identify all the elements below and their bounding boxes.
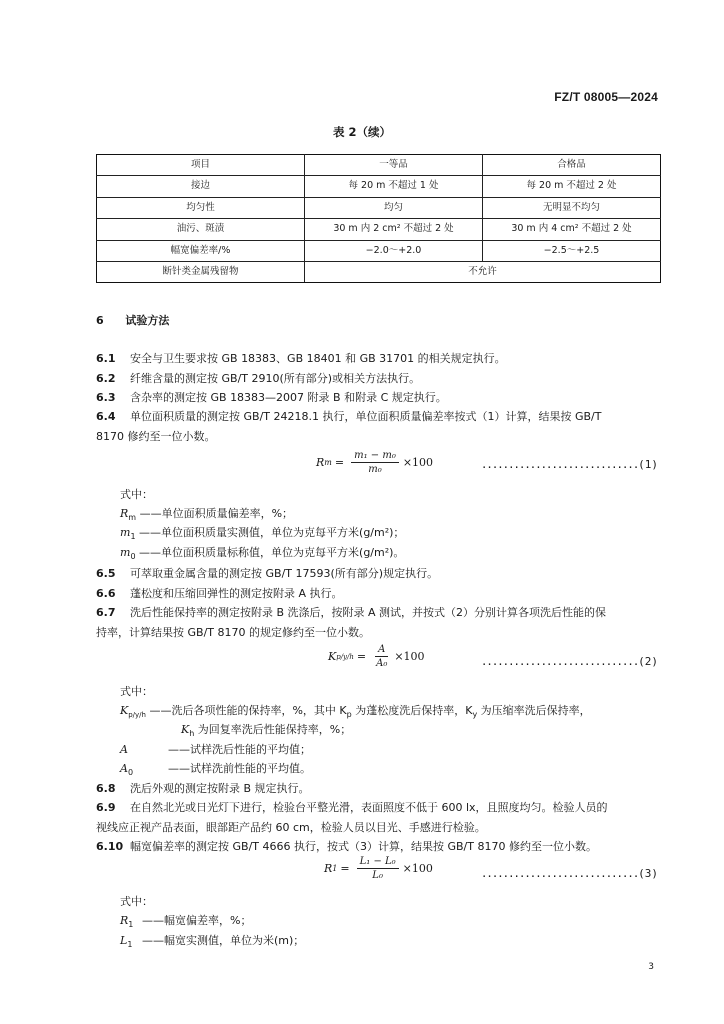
symbol-sub: 0	[130, 552, 136, 562]
clause-6-7	[96, 604, 658, 620]
def-text: 洗后各项性能的保持率，%，其中 K	[171, 704, 347, 717]
clause-6-9	[96, 799, 658, 815]
symbol: K	[120, 704, 129, 717]
section-heading	[96, 312, 169, 328]
clause-text: 洗后性能保持率的测定按附录 B 洗涤后，按附录 A 测试，并按式（2）分别计算各项洗后性能的保	[130, 606, 607, 619]
table-row	[97, 176, 661, 197]
equation-tag: (2)	[638, 655, 658, 668]
def-dash: ——	[139, 507, 162, 520]
dot-leader: .............................	[480, 655, 639, 668]
table-cell: 断针类金属残留物	[97, 261, 305, 282]
symbol-sub: p	[346, 710, 352, 720]
definition-item	[120, 760, 658, 777]
formula-lhs-sub: 1	[332, 864, 338, 873]
symbol: m	[120, 526, 131, 539]
def-dash: ——	[142, 934, 164, 947]
formula-lhs: R	[324, 862, 333, 875]
where-label-3: 式中：	[120, 895, 153, 908]
clause-6-1	[96, 350, 658, 366]
def-dash: ——	[168, 762, 190, 775]
clause-number: 6.10	[96, 840, 124, 853]
clause-text: 在自然北光或日光灯下进行，检验台平整光滑，表面照度不低于 600 lx，且照度均匀。检验人员的	[130, 801, 608, 814]
table-row	[97, 219, 661, 240]
def-dash: ——	[142, 914, 164, 927]
clause-text: 洗后外观的测定按附录 B 规定执行。	[130, 782, 310, 795]
equation-tag: (1)	[638, 458, 658, 471]
formula-numerator: m₁ − m₀	[351, 450, 399, 463]
symbol: L	[120, 934, 128, 947]
formula-lhs-sub: p/y/h	[336, 652, 354, 661]
def-text: 为压缩率洗后保持率，	[477, 704, 591, 717]
formula-lhs-sub: m	[324, 458, 332, 467]
table-cell: 无明显不均匀	[483, 197, 661, 218]
table-cell: 接边	[97, 176, 305, 197]
symbol: A	[120, 762, 128, 775]
col-header-item: 项目	[97, 155, 305, 176]
clause-number: 6.1	[96, 352, 116, 365]
def-text: 单位面积质量偏差率，%；	[161, 507, 294, 520]
formula-denominator: L₀	[372, 870, 383, 881]
formula-tail: ×100	[402, 456, 434, 469]
table-cell: 每 20 m 不超过 1 处	[305, 176, 483, 197]
symbol: m	[120, 546, 131, 559]
standard-code: FZ/T 08005—2024	[554, 90, 658, 104]
clause-number: 6.5	[96, 567, 116, 580]
clause-text: 纤维含量的测定按 GB/T 2910(所有部分)或相关方法执行。	[130, 372, 421, 385]
def-dash: ——	[139, 526, 162, 539]
symbol: R	[120, 507, 129, 520]
clause-6-3	[96, 389, 658, 405]
clause-number: 6.8	[96, 782, 116, 795]
def-text: 单位面积质量标称值，单位为克每平方米(g/m²)。	[161, 546, 405, 559]
formula-denominator: A₀	[376, 658, 388, 669]
col-header-first: 一等品	[305, 155, 483, 176]
col-header-qualified: 合格品	[483, 155, 661, 176]
def-dash: ——	[168, 743, 190, 756]
symbol-sub: 1	[130, 532, 136, 542]
clause-number: 6.7	[96, 606, 116, 619]
where-label: 式中：	[120, 488, 153, 501]
symbol-sub: 0	[127, 768, 134, 778]
symbol-sub: h	[189, 729, 195, 739]
formula-lhs: K	[328, 650, 337, 663]
clause-6-8	[96, 780, 658, 796]
definition-item	[120, 741, 658, 757]
clause-6-2	[96, 370, 658, 386]
formula-2-leader	[481, 655, 658, 668]
clause-text: 单位面积质量的测定按 GB/T 24218.1 执行，单位面积质量偏差率按式（1）计算，结果按 GB/T	[130, 410, 602, 423]
clause-6-5	[96, 565, 658, 581]
formula-2: K p/y/h = $\frac{A}{\text{A₀}}$ ×100	[328, 644, 425, 669]
def-text: 为蓬松度洗后保持率，K	[351, 704, 473, 717]
formula-tail: ×100	[394, 650, 425, 663]
clause-text: 含杂率的测定按 GB 18383—2007 附录 B 和附录 C 规定执行。	[130, 391, 447, 404]
definition-item	[120, 524, 658, 541]
clause-text: 蓬松度和压缩回弹性的测定按附录 A 执行。	[130, 587, 343, 600]
clause-text: 可萃取重金属含量的测定按 GB/T 17593(所有部分)规定执行。	[130, 567, 439, 580]
section-title: 试验方法	[125, 314, 170, 327]
definition-item	[120, 544, 658, 561]
formula-lhs: R	[316, 456, 325, 469]
definition-item-cont	[181, 721, 658, 738]
dot-leader: .............................	[480, 458, 639, 471]
clause-6-10	[96, 838, 658, 854]
table-cell: 每 20 m 不超过 2 处	[483, 176, 661, 197]
symbol-sub: y	[472, 710, 478, 720]
symbol-sub: p/y/h	[128, 711, 146, 720]
formula-3: R 1 = $\frac{\text{L₁ − L₀}}{\text{L₀}}$ ×100	[324, 856, 433, 881]
def-text: 单位面积质量实测值，单位为克每平方米(g/m²)；	[161, 526, 405, 539]
where-label-2: 式中：	[120, 685, 153, 698]
table-row	[97, 197, 661, 218]
table-cell: 油污、斑渍	[97, 219, 305, 240]
definition-item	[120, 505, 658, 522]
table-cell: 幅宽偏差率/%	[97, 240, 305, 261]
section-number: 6	[96, 314, 104, 327]
def-text: 为回复率洗后性能保持率，%；	[194, 723, 352, 736]
definition-item	[120, 912, 658, 929]
spec-table	[96, 154, 661, 283]
def-text: 试样洗前性能的平均值。	[190, 762, 311, 775]
def-text: 试样洗后性能的平均值；	[190, 743, 311, 756]
formula-3-leader	[481, 867, 658, 880]
table-caption: 表 2（续）	[332, 125, 391, 139]
table-cell: 均匀	[305, 197, 483, 218]
def-text: 幅宽偏差率，%；	[164, 914, 252, 927]
table-cell: 30 m 内 4 cm² 不超过 2 处	[483, 219, 661, 240]
clause-6-4-cont: 8170 修约至一位小数。	[96, 430, 216, 443]
formula-denominator: m₀	[368, 464, 382, 475]
clause-number: 6.4	[96, 410, 116, 423]
definition-item	[120, 932, 658, 949]
symbol-sub: m	[128, 513, 137, 523]
def-text: 幅宽实测值，单位为米(m)；	[164, 934, 305, 947]
clause-6-4	[96, 408, 658, 424]
clause-6-9-cont: 视线应正视产品表面，眼部距产品约 60 cm，检验人员以目光、手感进行检验。	[96, 821, 486, 834]
table-row	[97, 240, 661, 261]
formula-tail: ×100	[402, 862, 433, 875]
formula-numerator: L₁ − L₀	[357, 856, 399, 869]
clause-6-6	[96, 585, 658, 601]
table-cell: 均匀性	[97, 197, 305, 218]
clause-number: 6.9	[96, 801, 116, 814]
symbol: K	[181, 723, 190, 736]
table-cell-merged: 不允许	[305, 261, 661, 282]
clause-number: 6.2	[96, 372, 116, 385]
def-dash: ——	[139, 546, 162, 559]
symbol: A	[120, 743, 128, 756]
def-dash: ——	[149, 704, 172, 717]
clause-text: 幅宽偏差率的测定按 GB/T 4666 执行，按式（3）计算，结果按 GB/T 8170 修约至一位小数。	[130, 840, 597, 853]
definition-item	[120, 702, 658, 719]
table-cell: −2.0～+2.0	[305, 240, 483, 261]
page-number: 3	[648, 962, 654, 972]
formula-1-leader	[481, 458, 658, 471]
symbol-sub: 1	[127, 940, 133, 950]
table-header-row	[97, 155, 661, 176]
symbol-sub: 1	[128, 920, 134, 930]
table-cell: 30 m 内 2 cm² 不超过 2 处	[305, 219, 483, 240]
table-row	[97, 261, 661, 282]
dot-leader: .............................	[480, 867, 639, 880]
table-cell: −2.5～+2.5	[483, 240, 661, 261]
symbol: R	[120, 914, 129, 927]
formula-1: R m = $\frac{\text{m₁ − m₀}}{\text{m₀}}$ ×100	[316, 450, 434, 475]
equation-tag: (3)	[638, 867, 658, 880]
clause-number: 6.3	[96, 391, 116, 404]
clause-6-7-cont: 持率，计算结果按 GB/T 8170 的规定修约至一位小数。	[96, 626, 370, 639]
clause-number: 6.6	[96, 587, 116, 600]
clause-text: 安全与卫生要求按 GB 18383、GB 18401 和 GB 31701 的相关规定执行。	[130, 352, 506, 365]
formula-numerator: A	[375, 644, 388, 657]
